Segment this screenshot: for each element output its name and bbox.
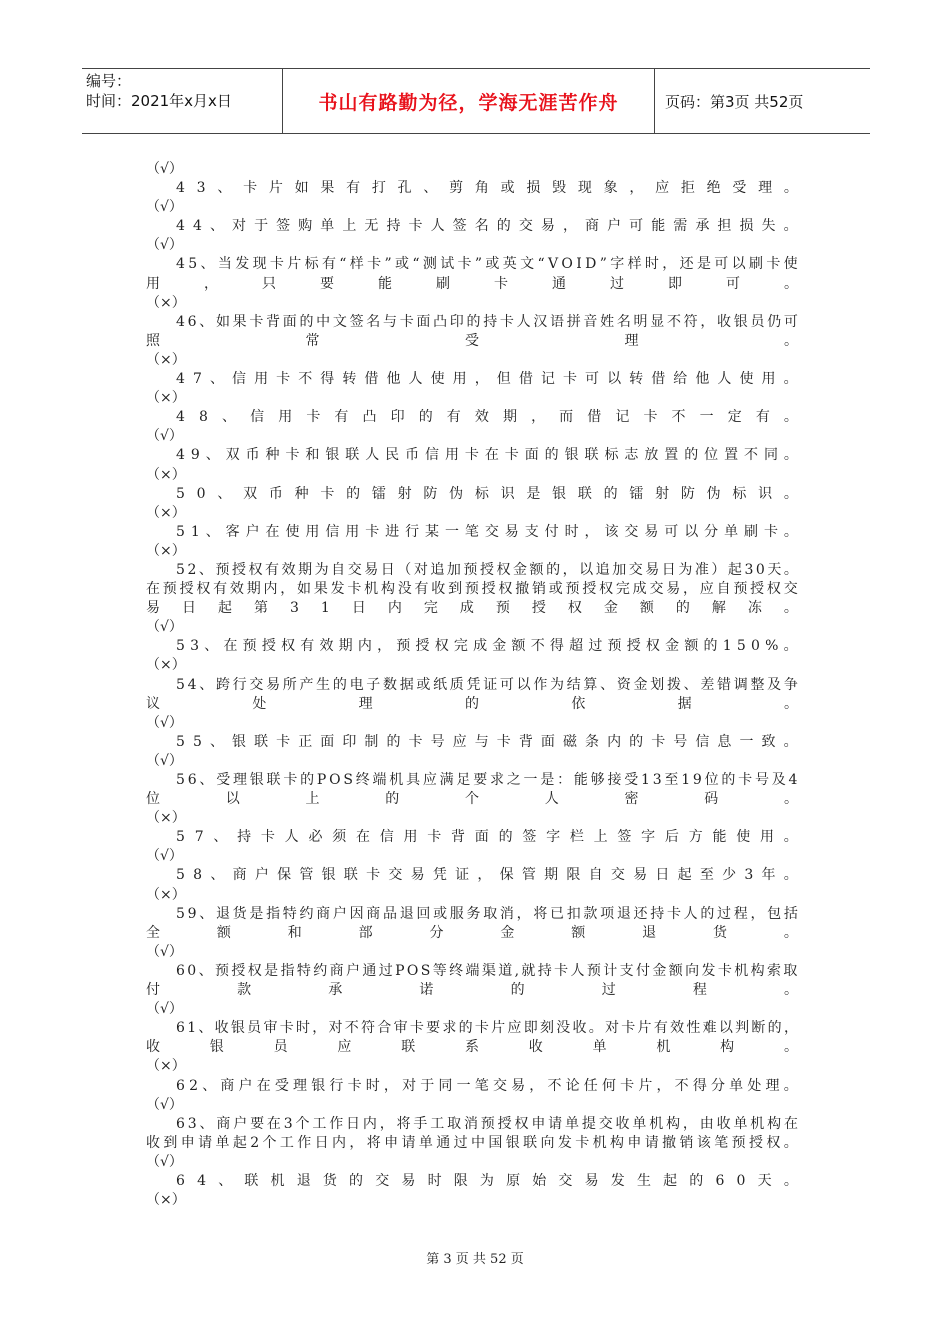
answer-mark: （√） <box>146 237 183 254</box>
question-line: 5 2 、 预 授 权 有 效 期 为 自 交 易 日 （ 对 追 加 预 授 权 金 额 的 ， 以 追 加 交 易 日 为 准 ） 起 3 0 天 。 <box>176 561 798 578</box>
question-line: 付 款 承 诺 的 过 程 。 <box>146 982 798 999</box>
answer-mark: （√） <box>146 1001 183 1018</box>
question-line: 4 9 、 双 币 种 卡 和 银 联 人 民 币 信 用 卡 在 卡 面 的 银 联 标 志 放 置 的 位 置 不 同 。 <box>176 447 798 464</box>
question-line: 6 4 、 联 机 退 货 的 交 易 时 限 为 原 始 交 易 发 生 起 的 6 0 天 。 <box>176 1172 798 1189</box>
answer-mark: （×） <box>146 294 186 311</box>
answer-mark: （√） <box>146 619 183 636</box>
answer-mark: （×） <box>146 1192 186 1209</box>
question-line: 5 4 、 跨 行 交 易 所 产 生 的 电 子 数 据 或 纸 质 凭 证 可 以 作 为 结 算 、 资 金 划 拨 、 差 错 调 整 及 争 <box>176 676 798 693</box>
question-line: 5 3 、 在 预 授 权 有 效 期 内 ， 预 授 权 完 成 金 额 不 得 超 过 预 授 权 金 额 的 1 5 0 % 。 <box>176 638 798 655</box>
answer-mark: （×） <box>146 351 186 368</box>
answer-mark: （×） <box>146 810 186 827</box>
answer-mark: （√） <box>146 848 183 865</box>
number-label: 编号： <box>86 72 132 90</box>
answer-mark: （√） <box>146 943 183 960</box>
question-line: 位 以 上 的 个 人 密 码 。 <box>146 791 798 808</box>
question-line: 6 0 、 预 授 权 是 指 特 约 商 户 通 过 P O S 等 终 端 渠 道 , 就 持 卡 人 预 计 支 付 金 额 向 发 卡 机 构 索 取 <box>176 962 798 979</box>
answer-mark: （√） <box>146 161 183 177</box>
answer-mark: （√） <box>146 752 183 769</box>
question-line: 5 1 、 客 户 在 使 用 信 用 卡 进 行 某 一 笔 交 易 支 付 时 ， 该 交 易 可 以 分 单 刷 卡 。 <box>176 523 798 540</box>
page-footer: 第 3 页 共 52 页 <box>426 1252 524 1267</box>
question-line: 议 处 理 的 依 据 。 <box>146 695 798 712</box>
answer-mark: （×） <box>146 542 186 559</box>
question-line: 4 3 、 卡 片 如 果 有 打 孔 、 剪 角 或 损 毁 现 象 ， 应 拒 绝 受 理 。 <box>176 180 798 197</box>
answer-mark: （×） <box>146 886 186 903</box>
question-line: 5 7 、 持 卡 人 必 须 在 信 用 卡 背 面 的 签 字 栏 上 签 字 后 方 能 使 用 。 <box>176 829 798 846</box>
answer-mark: （×） <box>146 466 186 483</box>
question-line: 6 1 、 收 银 员 审 卡 时 ， 对 不 符 合 审 卡 要 求 的 卡 片 应 即 刻 没 收 。 对 卡 片 有 效 性 难 以 判 断 的 ， <box>176 1020 798 1037</box>
question-line: 全 额 和 部 分 金 额 退 货 。 <box>146 924 798 941</box>
question-line: 4 5 、 当 发 现 卡 片 标 有 “ 样 卡 ” 或 “ 测 试 卡 ” 或 英 文 “ V O I D ” 字 样 时 ， 还 是 可 以 刷 卡 使 <box>176 256 798 273</box>
answer-mark: （√） <box>146 714 183 731</box>
question-line: 用 ， 只 要 能 刷 卡 通 过 即 可 。 <box>146 275 798 292</box>
date-label: 时间：2021年x月x日 <box>86 92 232 110</box>
page-header <box>82 68 870 134</box>
question-line: 4 4 、 对 于 签 购 单 上 无 持 卡 人 签 名 的 交 易 ， 商 户 可 能 需 承 担 损 失 。 <box>176 218 798 235</box>
header-motto: 书山有路勤为径，学海无涯苦作舟 <box>282 69 655 133</box>
question-line: 5 0 、 双 币 种 卡 的 镭 射 防 伪 标 识 是 银 联 的 镭 射 防 伪 标 识 。 <box>176 485 798 502</box>
question-line: 6 3 、 商 户 要 在 3 个 工 作 日 内 ， 将 手 工 取 消 预 授 权 申 请 单 提 交 收 单 机 构 ， 由 收 单 机 构 在 <box>176 1115 798 1132</box>
question-line: 4 8 、 信 用 卡 有 凸 印 的 有 效 期 ， 而 借 记 卡 不 一 定 有 。 <box>176 409 798 426</box>
answer-mark: （×） <box>146 390 186 407</box>
answer-mark: （×） <box>146 1058 186 1075</box>
question-line: 照 常 受 理 。 <box>146 332 798 349</box>
header-page-info: 页码：第3页 共52页 <box>665 92 804 111</box>
header-meta <box>82 69 282 133</box>
question-line: 收 到 申 请 单 起 2 个 工 作 日 内 ， 将 申 请 单 通 过 中 国 银 联 向 发 卡 机 构 申 请 撤 销 该 笔 预 授 权 。 <box>146 1134 798 1151</box>
answer-mark: （×） <box>146 504 186 521</box>
question-line: 5 6 、 受 理 银 联 卡 的 P O S 终 端 机 具 应 满 足 要 求 之 一 是 ： 能 够 接 受 1 3 至 1 9 位 的 卡 号 及 4 <box>176 772 798 788</box>
answer-mark: （×） <box>146 657 186 674</box>
answer-mark: （√） <box>146 428 183 445</box>
question-line: 收 银 员 应 联 系 收 单 机 构 。 <box>146 1039 798 1056</box>
question-line: 6 2 、 商 户 在 受 理 银 行 卡 时 ， 对 于 同 一 笔 交 易 ， 不 论 任 何 卡 片 ， 不 得 分 单 处 理 。 <box>176 1077 798 1094</box>
question-line: 5 5 、 银 联 卡 正 面 印 制 的 卡 号 应 与 卡 背 面 磁 条 内 的 卡 号 信 息 一 致 。 <box>176 733 798 750</box>
answer-mark: （√） <box>146 1096 183 1113</box>
question-line: 在 预 授 权 有 效 期 内 ， 如 果 发 卡 机 构 没 有 收 到 预 授 权 撤 销 或 预 授 权 完 成 交 易 ， 应 自 预 授 权 交 <box>146 581 798 598</box>
question-line: 4 7 、 信 用 卡 不 得 转 借 他 人 使 用 ， 但 借 记 卡 可 以 转 借 给 他 人 使 用 。 <box>176 371 798 388</box>
question-line: 5 9 、 退 货 是 指 特 约 商 户 因 商 品 退 回 或 服 务 取 消 ， 将 已 扣 款 项 退 还 持 卡 人 的 过 程 ， 包 括 <box>176 905 798 922</box>
question-list <box>146 160 798 1210</box>
question-line: 易 日 起 第 3 1 日 内 完 成 预 授 权 金 额 的 解 冻 。 <box>146 600 798 617</box>
answer-mark: （√） <box>146 1153 183 1170</box>
answer-mark: （√） <box>146 199 183 216</box>
question-line: 4 6 、 如 果 卡 背 面 的 中 文 签 名 与 卡 面 凸 印 的 持 卡 人 汉 语 拼 音 姓 名 明 显 不 符 ， 收 银 员 仍 可 <box>176 313 798 330</box>
question-line: 5 8 、 商 户 保 管 银 联 卡 交 易 凭 证 ， 保 管 期 限 自 交 易 日 起 至 少 3 年 。 <box>176 867 798 884</box>
